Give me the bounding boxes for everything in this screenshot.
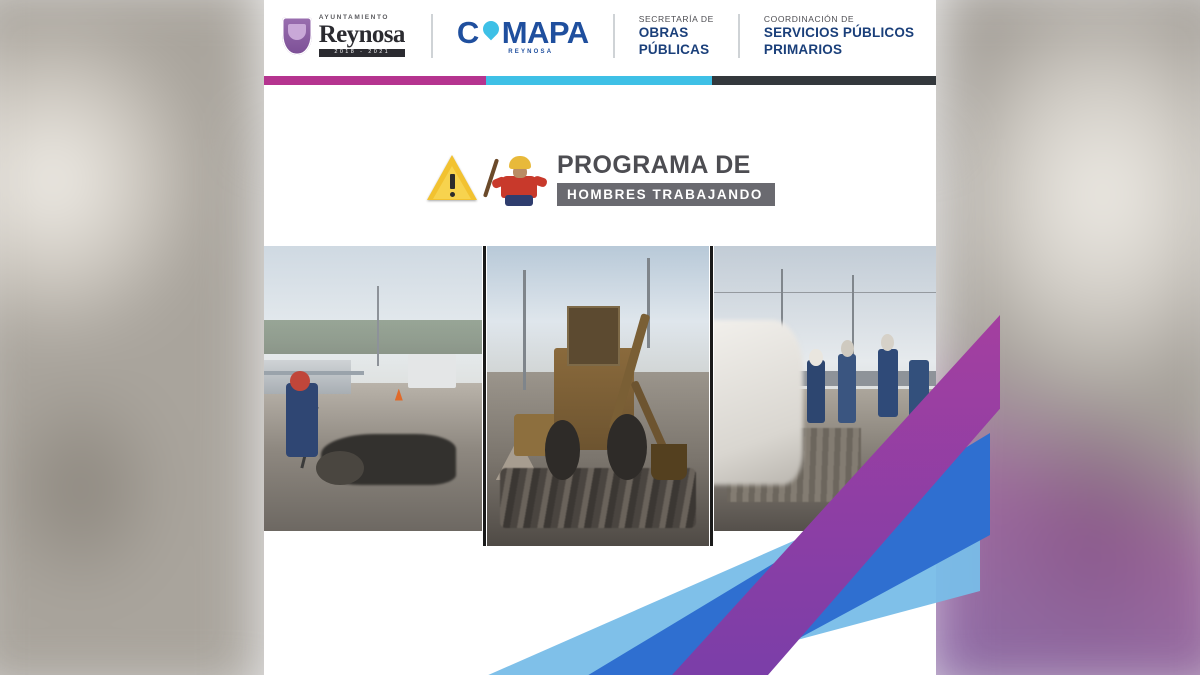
obras-publicas-line2: PÚBLICAS [638, 41, 710, 57]
logo-reynosa [276, 15, 417, 57]
warning-triangle-icon [425, 154, 481, 204]
reynosa-period: 2018 - 2021 [319, 49, 405, 58]
logo-servicios-publicos [754, 14, 924, 58]
background-left-photo [0, 0, 261, 675]
water-drop-icon [480, 20, 501, 46]
program-title-block [264, 152, 936, 206]
servicios-publicos-line1: SERVICIOS PÚBLICOS [763, 24, 915, 40]
reynosa-wordmark [319, 15, 405, 57]
rule-segment-dark [712, 76, 936, 85]
photo-worker-compactor [264, 246, 482, 531]
program-title-text [557, 152, 775, 205]
logo-obras-publicas [629, 14, 724, 58]
logo-row [276, 0, 925, 58]
program-subtitle-ribbon: HOMBRES TRABAJANDO [557, 183, 775, 206]
logo-comapa [447, 17, 599, 55]
header-color-rule [264, 76, 936, 85]
rule-segment-cyan [486, 76, 712, 85]
rule-segment-magenta [264, 76, 486, 85]
comapa-name-part1: C [456, 15, 479, 51]
reynosa-name: Reynosa [318, 20, 405, 48]
page-title: PROGRAMA DE [556, 151, 751, 180]
reynosa-eyebrow: AYUNTAMIENTO [318, 14, 390, 22]
obras-publicas-line1: OBRAS [638, 24, 689, 40]
logo-divider-1 [431, 14, 433, 58]
servicios-publicos-line2: PRIMARIOS [763, 41, 843, 57]
reynosa-shield-icon [282, 17, 312, 55]
comapa-name-part2: MAPA [501, 15, 589, 51]
logo-divider-2 [613, 14, 615, 58]
logo-divider-3 [738, 14, 740, 58]
comapa-subtitle: REYNOSA [508, 49, 554, 56]
worker-icon [489, 152, 549, 206]
obras-publicas-eyebrow: SECRETARÍA DE [638, 14, 714, 24]
photo-backhoe [487, 246, 709, 546]
comapa-wordmark [456, 15, 589, 51]
servicios-publicos-eyebrow: COORDINACIÓN DE [763, 14, 855, 24]
